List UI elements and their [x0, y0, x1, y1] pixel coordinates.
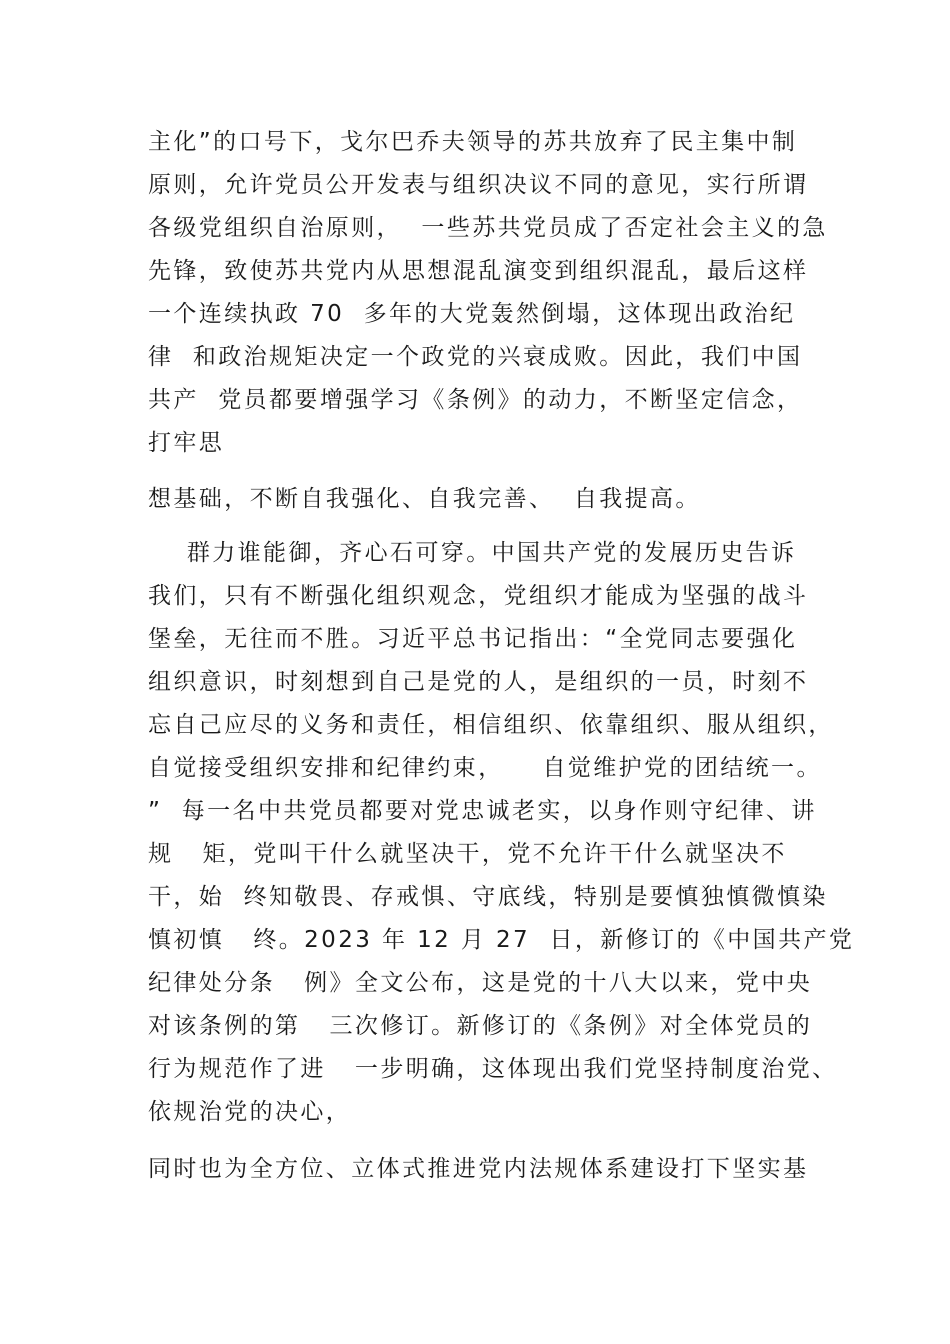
text-line: 主化”的口号下，戈尔巴乔夫领导的苏共放弃了民主集中制: [148, 129, 798, 155]
text-line: 打牢思: [148, 430, 225, 456]
text-line: 共产 党员都要增强学习《条例》的动力，不断坚定信念，: [148, 387, 803, 413]
paragraph-start-line: 群力谁能御，齐心石可穿。中国共产党的发展历史告诉: [148, 540, 797, 566]
text-line: 律 和政治规矩决定一个政党的兴衰成败。因此，我们中国: [148, 344, 803, 370]
text-line: 规 矩，党叫干什么就坚决干，党不允许干什么就坚决不: [148, 841, 787, 867]
text-line: 依规治党的决心，: [148, 1099, 352, 1125]
text-line: 堡垒，无往而不胜。习近平总书记指出：“全党同志要强化: [148, 626, 798, 652]
text-line: 自觉接受组织安排和纪律约束， 自觉维护党的团结统一。: [148, 755, 822, 781]
text-line: 纪律处分条 例》全文公布，这是党的十八大以来，党中央: [148, 970, 813, 996]
text-line: ” 每一名中共党员都要对党忠诚老实，以身作则守纪律、讲: [148, 798, 817, 824]
text-line: 想基础，不断自我强化、自我完善、 自我提高。: [148, 486, 701, 512]
text-line: 原则，允许党员公开发表与组织决议不同的意见，实行所谓: [148, 172, 809, 198]
text-line: 慎初慎 终。2023 年 12 月 27 日，新修订的《中国共产党: [148, 927, 855, 953]
text-line: 忘自己应尽的义务和责任，相信组织、依靠组织、服从组织，: [148, 712, 834, 738]
text-line: 同时也为全方位、立体式推进党内法规体系建设打下坚实基: [148, 1156, 809, 1182]
text-line: 一个连续执政 70 多年的大党轰然倒塌，这体现出政治纪: [148, 301, 796, 327]
text-line: 我们，只有不断强化组织观念，党组织才能成为坚强的战斗: [148, 583, 809, 609]
text-line: 各级党组织自治原则， 一些苏共党员成了否定社会主义的急: [148, 215, 828, 241]
text-line: 干，始 终知敬畏、存戒惧、守底线，特别是要慎独慎微慎染: [148, 884, 828, 910]
text-line: 组织意识，时刻想到自己是党的人，是组织的一员，时刻不: [148, 669, 809, 695]
text-line: 对该条例的第 三次修订。新修订的《条例》对全体党员的: [148, 1013, 813, 1039]
text-line: 先锋，致使苏共党内从思想混乱演变到组织混乱，最后这样: [148, 258, 809, 284]
text-line: 行为规范作了进 一步明确，这体现出我们党坚持制度治党、: [148, 1056, 838, 1082]
